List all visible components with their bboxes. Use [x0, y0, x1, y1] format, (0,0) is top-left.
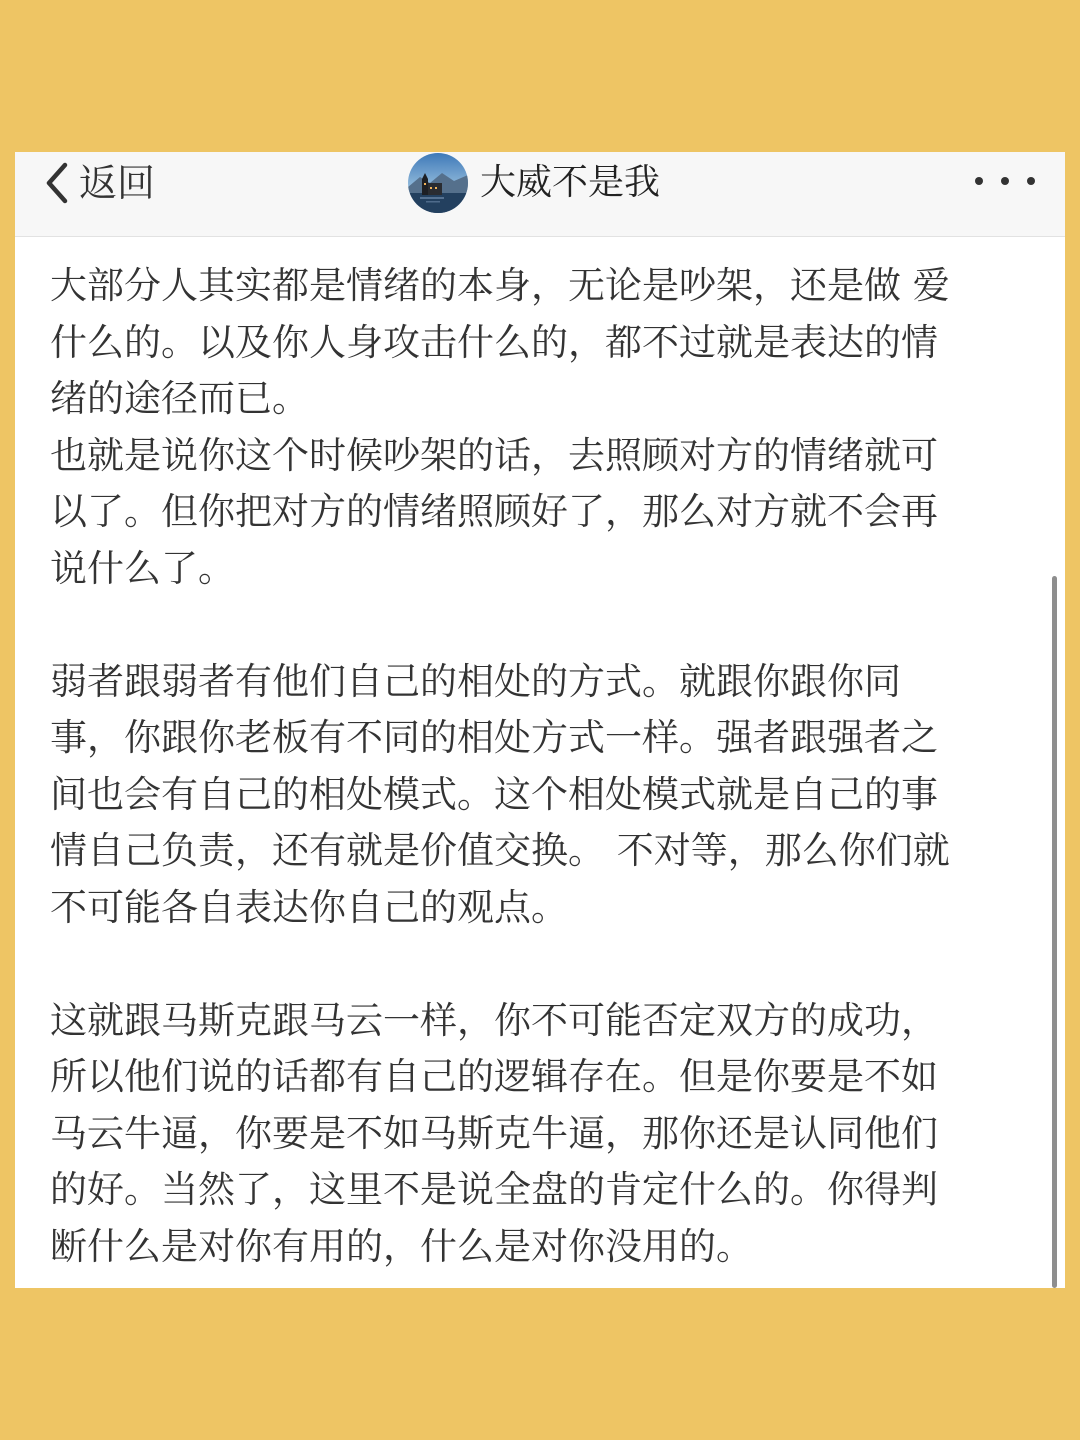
text-line: 不可能各自表达你自己的观点。: [50, 885, 568, 929]
more-horizontal-icon-dot: [975, 177, 983, 185]
post-card: [15, 152, 1065, 1288]
paragraph: [50, 993, 1025, 1276]
post-content: [50, 258, 1025, 1275]
back-label: 返回: [79, 161, 156, 205]
text-line: 绪的途径而已。: [50, 377, 309, 420]
back-button[interactable]: [41, 152, 155, 214]
text-line: 说什么了。: [50, 546, 235, 590]
nav-title[interactable]: 大威不是我: [480, 162, 661, 203]
more-horizontal-icon-dot: [1027, 177, 1035, 185]
more-options-button[interactable]: [975, 166, 1035, 196]
text-line: 所以他们说的话都有自己的逻辑存在。但是你要是不如: [50, 1055, 938, 1098]
text-line: 弱者跟弱者有他们自己的相处的方式。就跟你跟你同: [50, 659, 901, 703]
castle-lake-avatar-icon: [408, 153, 468, 213]
text-line: 情自己负责，还有就是价值交换。 不对等，那么你们就: [50, 829, 950, 872]
paragraph: [50, 654, 1025, 937]
vertical-scrollbar[interactable]: [1052, 576, 1057, 1288]
text-line: 什么的。以及你人身攻击什么的，都不过就是表达的情: [50, 320, 938, 364]
text-line: 马云牛逼，你要是不如马斯克牛逼，那你还是认同他们: [50, 1111, 938, 1155]
text-line: 这就跟马斯克跟马云一样，你不可能否定双方的成功，: [50, 998, 938, 1042]
chevron-left-icon: [41, 159, 75, 207]
text-line: 大部分人其实都是情绪的本身，无论是吵架，还是做 爱: [50, 264, 950, 307]
text-line: 以了。但你把对方的情绪照顾好了，那么对方就不会再: [50, 490, 938, 533]
more-horizontal-icon-dot: [1001, 177, 1009, 185]
avatar[interactable]: [408, 153, 468, 213]
text-line: 断什么是对你有用的，什么是对你没用的。: [50, 1224, 753, 1268]
top-nav-bar: [15, 152, 1065, 237]
nav-user[interactable]: [408, 152, 660, 214]
text-line: 间也会有自己的相处模式。这个相处模式就是自己的事: [50, 772, 938, 816]
text-line: 事，你跟你老板有不同的相处方式一样。强者跟强者之: [50, 716, 938, 759]
paragraph-spacer: [50, 597, 1025, 654]
text-line: 也就是说你这个时候吵架的话，去照顾对方的情绪就可: [50, 433, 938, 477]
paragraph-spacer: [50, 936, 1025, 993]
paragraph: [50, 258, 1025, 597]
text-line: 的好。当然了，这里不是说全盘的肯定什么的。你得判: [50, 1168, 938, 1211]
